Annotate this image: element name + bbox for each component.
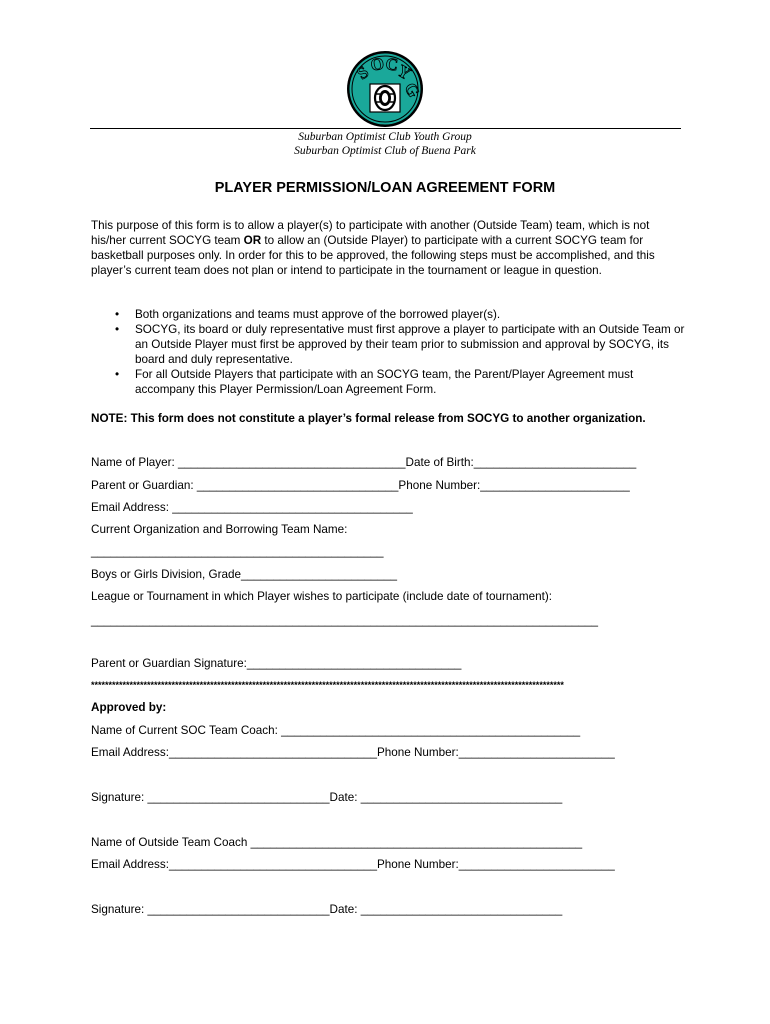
list-item: • Both organizations and teams must approve of the borrowed player(s). — [115, 308, 501, 321]
division-grade-field[interactable]: Boys or Girls Division, Grade________________________ — [91, 568, 398, 581]
form-title: PLAYER PERMISSION/LOAN AGREEMENT FORM — [214, 180, 556, 196]
outside-coach-signature-date-field[interactable]: Signature: ____________________________Date: _______________________________ — [91, 903, 563, 916]
header-divider — [90, 128, 681, 129]
outside-coach-email-phone-field[interactable]: Email Address:________________________________Phone Number:________________________ — [91, 858, 615, 871]
league-label: League or Tournament in which Player wishes to participate (include date of tournament): — [91, 590, 553, 603]
approved-by-heading: Approved by: — [91, 701, 167, 714]
current-coach-signature-date-field[interactable]: Signature: ____________________________Date: _______________________________ — [91, 791, 563, 804]
svg-text:O: O — [368, 53, 386, 75]
parent-phone-field[interactable]: Parent or Guardian: _______________________________Phone Number:_______________________ — [91, 479, 630, 492]
outside-coach-field[interactable]: Name of Outside Team Coach ___________________________________________________ — [91, 836, 583, 849]
svg-text:Y: Y — [394, 61, 415, 84]
list-item: • SOCYG, its board or duly representative must first approve a player to participate with an Outside Team or an Outside Player must first be approved by their team prior to submission and approval by SOCYG, its board and duly representative. — [115, 323, 685, 366]
svg-text:G: G — [400, 79, 424, 101]
current-coach-email-phone-field[interactable]: Email Address:________________________________Phone Number:________________________ — [91, 746, 615, 759]
player-name-dob-field[interactable]: Name of Player: ___________________________________Date of Birth:_________________________ — [91, 456, 637, 469]
current-org-label: Current Organization and Borrowing Team Name: — [91, 523, 348, 536]
org-name-line1: Suburban Optimist Club Youth Group — [298, 131, 472, 143]
parent-signature-field[interactable]: Parent or Guardian Signature:_________________________________ — [91, 657, 462, 670]
current-coach-field[interactable]: Name of Current SOC Team Coach: ______________________________________________ — [91, 724, 581, 737]
org-name-line2: Suburban Optimist Club of Buena Park — [294, 145, 476, 157]
current-org-field[interactable]: _____________________________________________ — [91, 545, 384, 558]
list-item: • For all Outside Players that participate with an SOCYG team, the Parent/Player Agreement must accompany this Player Permission/Loan Agreement Form. — [115, 368, 634, 396]
svg-text:S: S — [353, 62, 373, 84]
league-field[interactable]: ______________________________________________________________________________ — [91, 614, 599, 627]
note-paragraph: NOTE: This form does not constitute a player’s formal release from SOCYG to another organization. — [91, 412, 646, 425]
svg-text:C: C — [384, 54, 400, 75]
intro-or-emphasis: OR — [243, 234, 262, 247]
requirements-list — [91, 307, 686, 397]
section-separator: *************************************************************************************************************************************** — [91, 680, 564, 690]
intro-paragraph: This purpose of this form is to allow a player(s) to participate with another (Outside Team) team, which is not his/her current SOCYG team OR to allow an (Outside Player) to participate with a current SOCYG team for basketball purposes only. In order for this to be approved, the following steps must be accomplished, and this player’s current team does not plan or intend to participate in the tournament or league in question. — [91, 219, 655, 277]
socyg-logo — [346, 50, 424, 128]
email-field[interactable]: Email Address: _____________________________________ — [91, 501, 413, 514]
